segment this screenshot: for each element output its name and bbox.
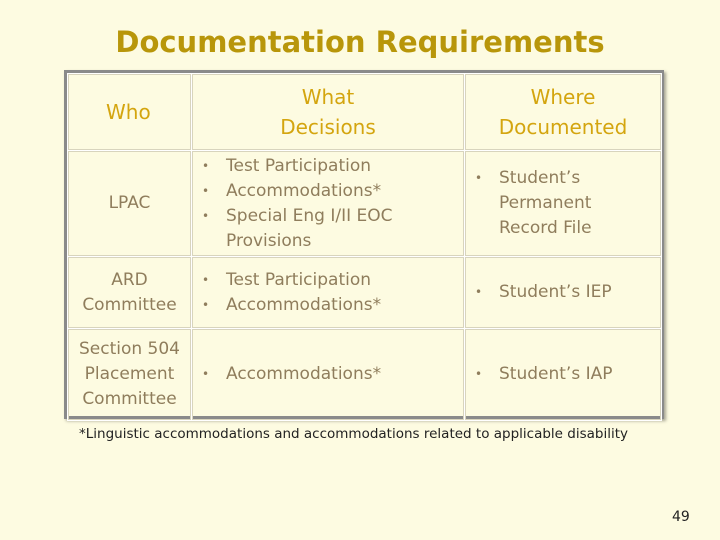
header-decisions-line: Decisions bbox=[280, 115, 376, 139]
list-item bbox=[475, 362, 651, 387]
page-number: 49 bbox=[672, 509, 690, 525]
documented-text: Student’s IEP bbox=[499, 282, 612, 302]
decisions-cell bbox=[192, 257, 465, 329]
decisions-cell bbox=[192, 329, 465, 421]
documented-cell bbox=[465, 257, 662, 329]
list-item bbox=[202, 179, 454, 204]
list-item bbox=[202, 293, 454, 318]
table-row-section-504 bbox=[68, 329, 662, 421]
decision-text: Accommodations* bbox=[226, 294, 382, 315]
decision-text: Special Eng I/II EOC Provisions bbox=[226, 205, 393, 251]
documented-cell bbox=[465, 329, 662, 421]
bullet-icon: • bbox=[202, 272, 210, 287]
requirements-table bbox=[67, 73, 662, 421]
role-cell bbox=[68, 329, 192, 421]
decisions-cell bbox=[192, 151, 465, 257]
bullet-icon: • bbox=[202, 208, 210, 223]
list-item bbox=[202, 154, 454, 179]
bullet-icon: • bbox=[202, 158, 210, 173]
decision-text: Test Participation bbox=[226, 269, 372, 290]
list-item bbox=[475, 280, 651, 305]
requirements-table-frame bbox=[64, 70, 664, 419]
role-cell bbox=[68, 257, 192, 329]
role-line: ARD bbox=[111, 269, 148, 290]
bullet-icon: • bbox=[475, 367, 483, 381]
table-row-lpac bbox=[68, 151, 662, 257]
header-where-documented bbox=[465, 74, 662, 151]
documented-cell bbox=[465, 151, 662, 257]
role-line: Committee bbox=[82, 389, 177, 409]
decision-text: Accommodations* bbox=[226, 180, 382, 201]
bullet-icon: • bbox=[202, 297, 210, 312]
bullet-icon: • bbox=[475, 171, 483, 185]
list-item bbox=[475, 166, 651, 241]
list-item bbox=[202, 362, 454, 387]
table-row-ard bbox=[68, 257, 662, 329]
role-cell bbox=[68, 151, 192, 257]
list-item bbox=[202, 204, 454, 254]
role-line: Section 504 bbox=[78, 339, 180, 359]
header-where-line: Where bbox=[530, 85, 596, 109]
slide-title: Documentation Requirements bbox=[115, 25, 605, 59]
role-line: LPAC bbox=[108, 193, 151, 213]
documented-text: Student’s IAP bbox=[499, 364, 613, 384]
header-row bbox=[68, 74, 662, 151]
header-what-decisions bbox=[192, 74, 465, 151]
list-item bbox=[202, 268, 454, 293]
role-line: Placement bbox=[84, 364, 175, 384]
header-documented-line: Documented bbox=[498, 115, 628, 139]
bullet-icon: • bbox=[202, 367, 210, 381]
header-who: Who bbox=[68, 74, 192, 151]
bullet-icon: • bbox=[202, 183, 210, 198]
decision-text: Test Participation bbox=[226, 155, 372, 176]
documented-text: Student’s Permanent Record File bbox=[499, 168, 592, 238]
role-line: Committee bbox=[82, 294, 177, 315]
header-what-line: What bbox=[301, 85, 355, 109]
footnote: *Linguistic accommodations and accommodations related to applicable disability bbox=[79, 426, 629, 442]
bullet-icon: • bbox=[475, 285, 483, 299]
decision-text: Accommodations* bbox=[226, 364, 382, 384]
